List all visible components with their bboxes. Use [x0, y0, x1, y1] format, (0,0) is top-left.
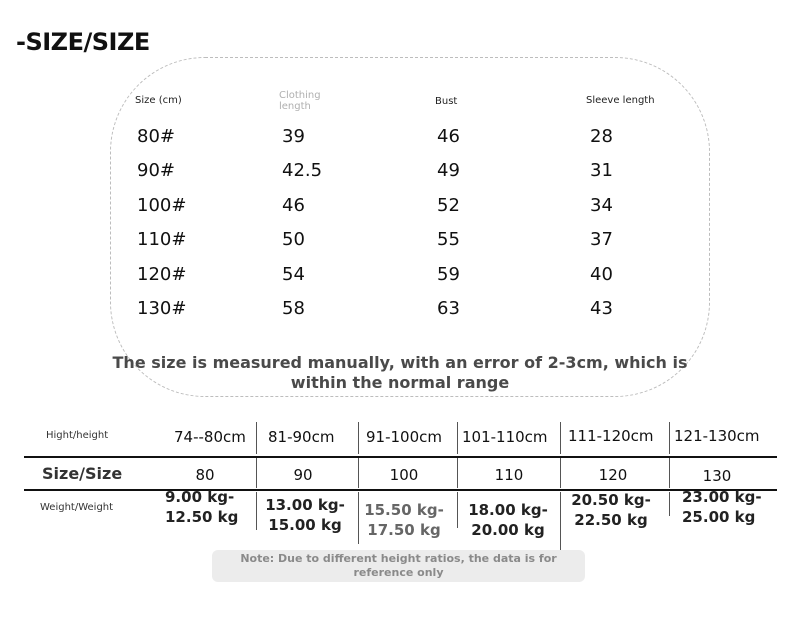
header-clothing-length: Clothing length	[279, 90, 321, 112]
height-range: 101-110cm	[462, 428, 548, 446]
column-separator	[256, 458, 257, 488]
column-separator	[358, 492, 359, 544]
size-value: 120	[598, 466, 628, 484]
cell-sleeve: 40	[590, 264, 613, 285]
header-sleeve-length: Sleeve length	[586, 95, 655, 106]
cell-size: 80#	[137, 126, 175, 147]
cell-bust: 52	[437, 195, 460, 216]
column-separator	[560, 458, 561, 488]
weight-range: 13.00 kg-15.00 kg	[265, 496, 345, 534]
cell-sleeve: 34	[590, 195, 613, 216]
weight-range: 18.00 kg-20.00 kg	[468, 501, 548, 539]
height-range: 121-130cm	[674, 427, 760, 445]
height-range: 81-90cm	[268, 428, 335, 446]
cell-length: 50	[282, 229, 305, 250]
size-value: 110	[494, 466, 524, 484]
cell-length: 42.5	[282, 160, 323, 181]
height-range: 74--80cm	[174, 428, 246, 446]
cell-bust: 63	[437, 298, 460, 319]
cell-sleeve: 31	[590, 160, 613, 181]
column-separator	[457, 492, 458, 528]
cell-length: 46	[282, 195, 305, 216]
footnote: Note: Due to different height ratios, the data is for reference only	[240, 552, 557, 579]
cell-sleeve: 28	[590, 126, 613, 147]
cell-bust: 55	[437, 229, 460, 250]
size-value: 90	[293, 466, 313, 484]
cell-bust: 59	[437, 264, 460, 285]
weight-range: 20.50 kg-22.50 kg	[571, 491, 651, 529]
height-range: 111-120cm	[568, 427, 654, 445]
height-range: 91-100cm	[366, 428, 442, 446]
weight-range: 23.00 kg-25.00 kg	[682, 488, 762, 526]
cell-sleeve: 37	[590, 229, 613, 250]
weight-range: 15.50 kg-17.50 kg	[364, 501, 444, 539]
cell-length: 58	[282, 298, 305, 319]
column-separator	[358, 422, 359, 454]
column-separator	[560, 492, 561, 550]
header-size: Size (cm)	[135, 95, 182, 106]
column-separator	[560, 422, 561, 454]
column-separator	[358, 458, 359, 488]
table-divider	[24, 489, 777, 491]
cell-size: 90#	[137, 160, 175, 181]
column-separator	[669, 458, 670, 488]
weight-row-label: Weight/Weight	[40, 502, 114, 513]
size-value: 80	[195, 466, 215, 484]
column-separator	[669, 492, 670, 516]
cell-size: 130#	[137, 298, 187, 319]
column-separator	[669, 422, 670, 454]
cell-size: 100#	[137, 195, 187, 216]
measurement-note: The size is measured manually, with an error of 2-3cm, which is within the normal range	[112, 353, 688, 392]
column-separator	[256, 492, 257, 530]
cell-size: 120#	[137, 264, 187, 285]
cell-sleeve: 43	[590, 298, 613, 319]
size-row-label: Size/Size	[42, 464, 123, 483]
height-row-label: Hight/height	[46, 430, 109, 441]
size-value: 130	[702, 467, 732, 485]
column-separator	[457, 422, 458, 454]
cell-bust: 49	[437, 160, 460, 181]
cell-bust: 46	[437, 126, 460, 147]
cell-length: 39	[282, 126, 305, 147]
weight-range: 9.00 kg-12.50 kg	[165, 488, 239, 526]
column-separator	[457, 458, 458, 488]
page-title: -SIZE/SIZE	[16, 28, 150, 56]
column-separator	[256, 422, 257, 454]
header-bust: Bust	[435, 96, 458, 107]
size-value: 100	[389, 466, 419, 484]
cell-size: 110#	[137, 229, 187, 250]
cell-length: 54	[282, 264, 305, 285]
size-chart-card	[110, 57, 710, 397]
table-divider	[24, 456, 777, 458]
